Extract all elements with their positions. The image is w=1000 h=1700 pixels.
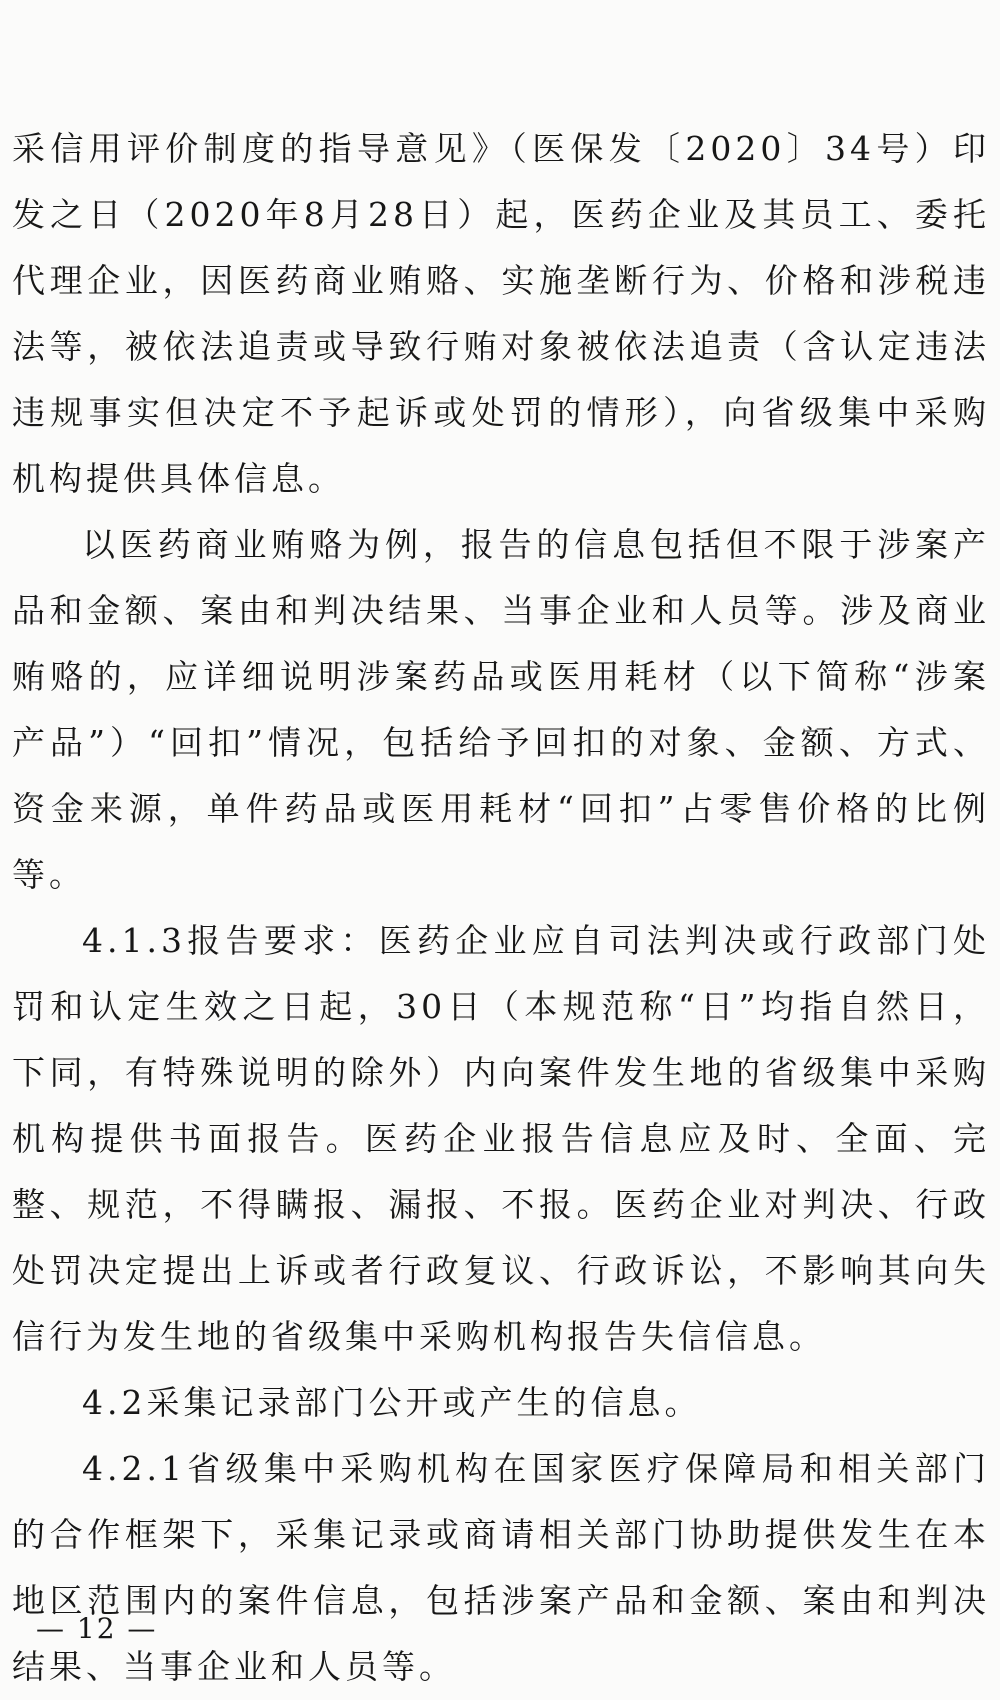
paragraph-4-1-3: 4.1.3报告要求：医药企业应自司法判决或行政部门处罚和认定生效之日起，30日（本规范称“日”均指自然日，下同，有特殊说明的除外）内向案件发生地的省级集中采购机构提供书面报告。医药企业报告信息应及时、全面、完整、规范，不得瞒报、漏报、不报。医药企业对判决、行政处罚决定提出上诉或者行政复议、行政诉讼，不影响其向失信行为发生地的省级集中采购机构报告失信信息。	[12, 921, 990, 1356]
paragraph-bribery-example: 以医药商业贿赂为例，报告的信息包括但不限于涉案产品和金额、案由和判决结果、当事企业和人员等。涉及商业贿赂的，应详细说明涉案药品或医用耗材（以下简称“涉案产品”）“回扣”情况，包括给予回扣的对象、金额、方式、资金来源，单件药品或医用耗材“回扣”占零售价格的比例等。	[12, 525, 990, 894]
paragraph-4-2-1: 4.2.1省级集中采购机构在国家医疗保障局和相关部门的合作框架下，采集记录或商请相关部门协助提供发生在本地区范围内的案件信息，包括涉案产品和金额、案由和判决结果、当事企业和人员等。	[12, 1449, 990, 1686]
paragraph-continued: 采信用评价制度的指导意见》（医保发〔2020〕34号）印发之日（2020年8月28日）起，医药企业及其员工、委托代理企业，因医药商业贿赂、实施垄断行为、价格和涉税违法等，被依法追责或导致行贿对象被依法追责（含认定违法违规事实但决定不予起诉或处罚的情形），向省级集中采购机构提供具体信息。	[12, 129, 990, 498]
document-body	[12, 116, 990, 1700]
paragraph-4-2: 4.2采集记录部门公开或产生的信息。	[82, 1383, 702, 1422]
page-number: — 12 —	[36, 1612, 158, 1645]
